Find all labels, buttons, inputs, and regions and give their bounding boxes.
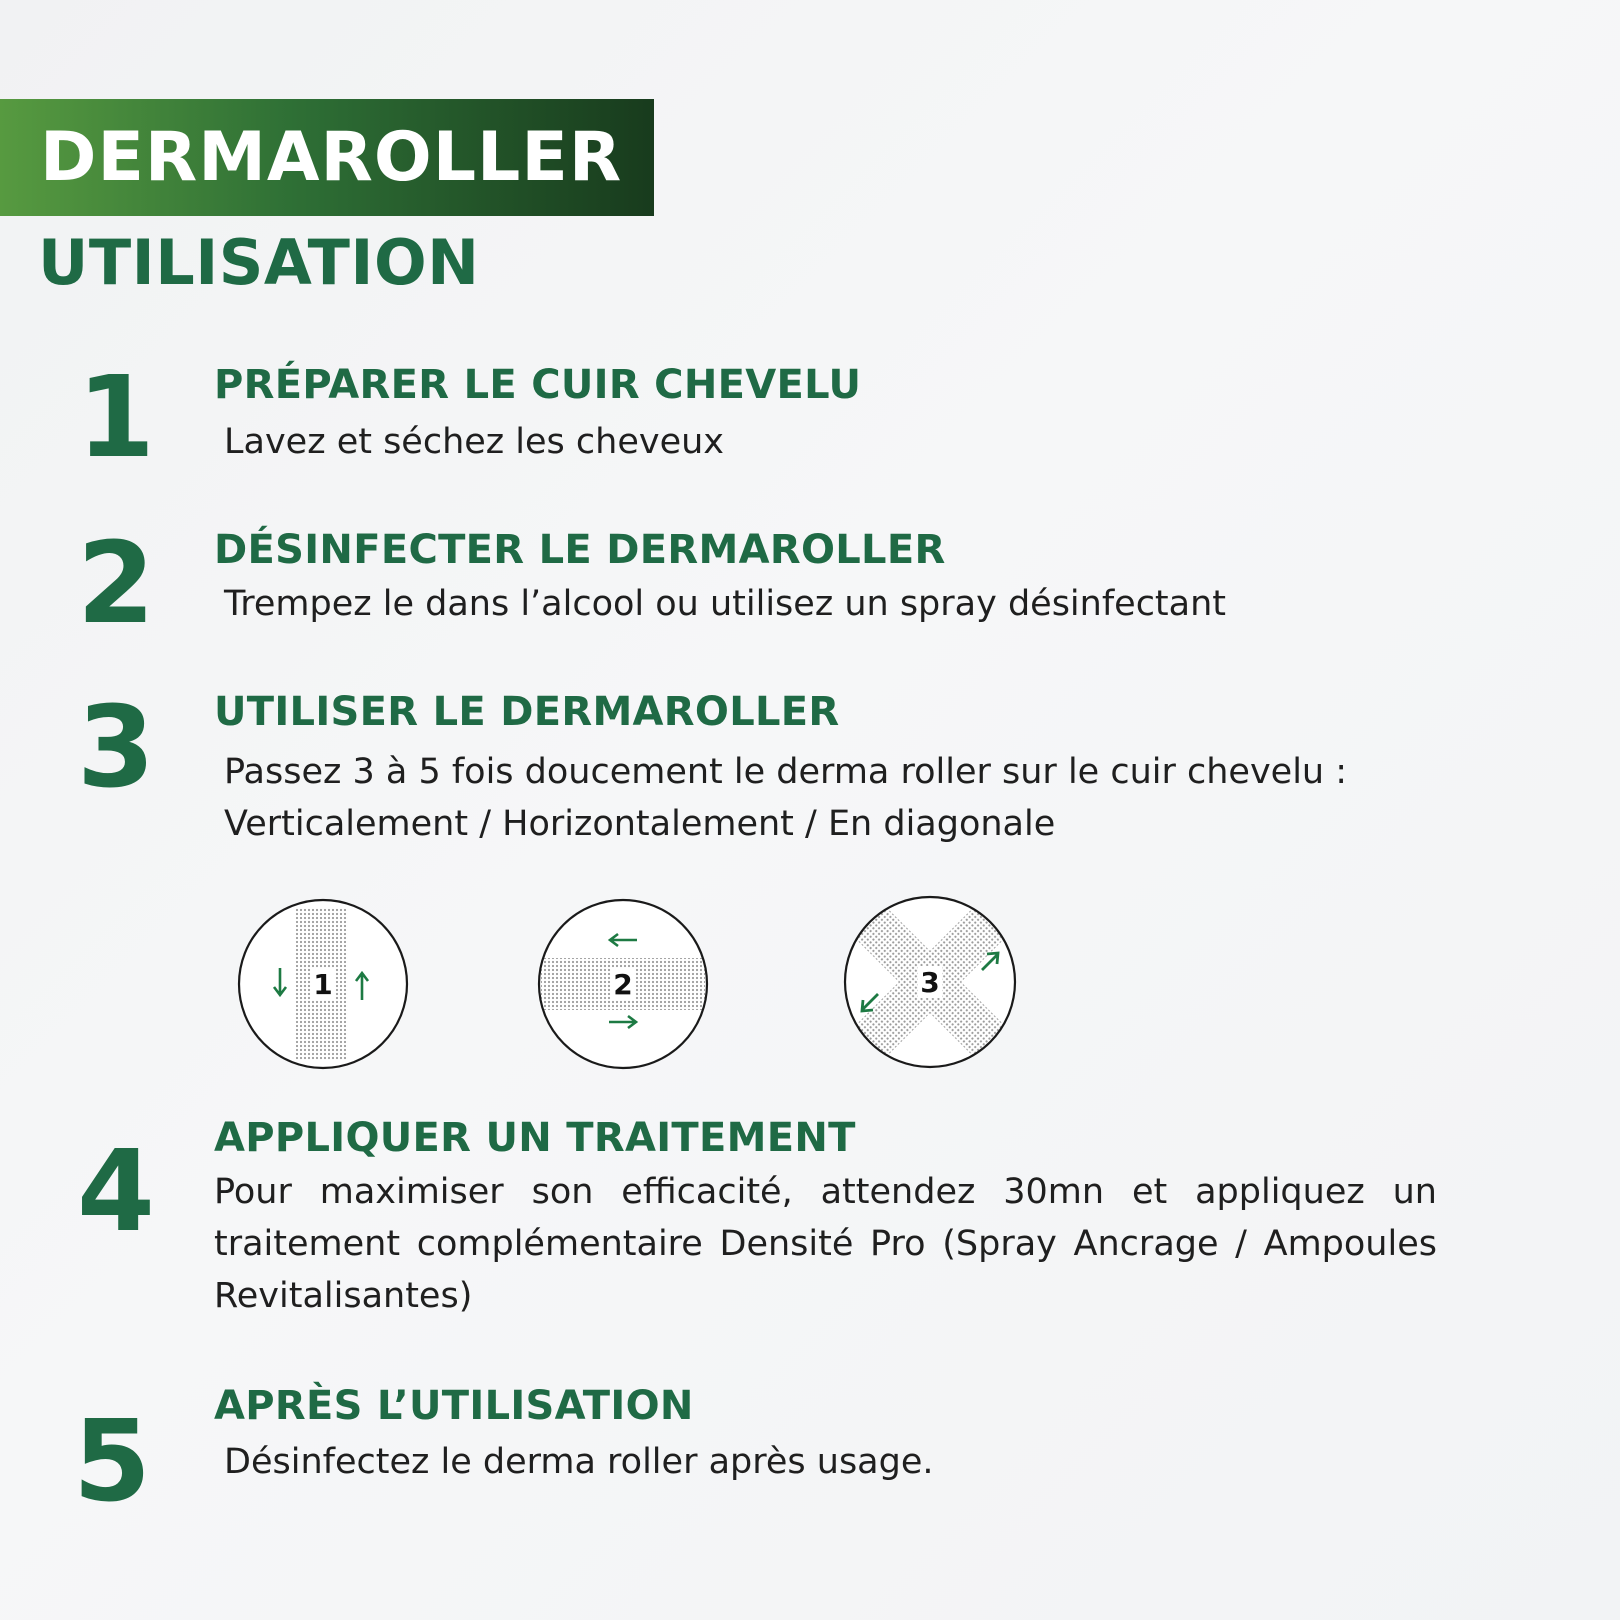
horizontal-roll-diagram xyxy=(535,896,711,1072)
diagram-label: 1 xyxy=(313,968,333,1001)
step-number: 1 xyxy=(77,353,155,483)
step-number: 2 xyxy=(77,519,155,649)
diagram-label: 2 xyxy=(613,968,633,1001)
step-text: Lavez et séchez les cheveux xyxy=(224,422,725,462)
step-heading: DÉSINFECTER LE DERMAROLLER xyxy=(214,527,946,573)
step-text: Désinfectez le derma roller après usage. xyxy=(224,1442,934,1482)
step-text: Pour maximiser son efficacité, attendez 30mn et appliquez un traitement complémentaire Densité Pro (Spray Ancrage / Ampoules Revitalisantes) xyxy=(214,1172,1437,1316)
vertical-roll-icon xyxy=(235,896,411,1072)
brand-title: DERMAROLLER xyxy=(40,117,623,197)
brand-banner xyxy=(0,99,654,216)
vertical-roll-diagram xyxy=(235,896,411,1072)
diagram-label: 3 xyxy=(920,966,940,999)
step-heading: APRÈS L’UTILISATION xyxy=(214,1383,694,1429)
horizontal-roll-icon xyxy=(535,896,711,1072)
diagonal-roll-icon xyxy=(842,894,1018,1070)
step-number: 5 xyxy=(73,1397,151,1527)
step-heading: PRÉPARER LE CUIR CHEVELU xyxy=(214,362,862,408)
step-text: Passez 3 à 5 fois doucement le derma roller sur le cuir chevelu : xyxy=(224,752,1348,792)
step-heading: APPLIQUER UN TRAITEMENT xyxy=(214,1115,856,1161)
step-text: Verticalement / Horizontalement / En diagonale xyxy=(224,804,1056,844)
diagonal-roll-diagram xyxy=(842,894,1018,1070)
step-number: 4 xyxy=(77,1127,155,1257)
step-heading: UTILISER LE DERMAROLLER xyxy=(214,689,840,735)
step-number: 3 xyxy=(77,683,155,813)
section-title: UTILISATION xyxy=(38,226,480,299)
step-text: Trempez le dans l’alcool ou utilisez un spray désinfectant xyxy=(224,584,1227,624)
